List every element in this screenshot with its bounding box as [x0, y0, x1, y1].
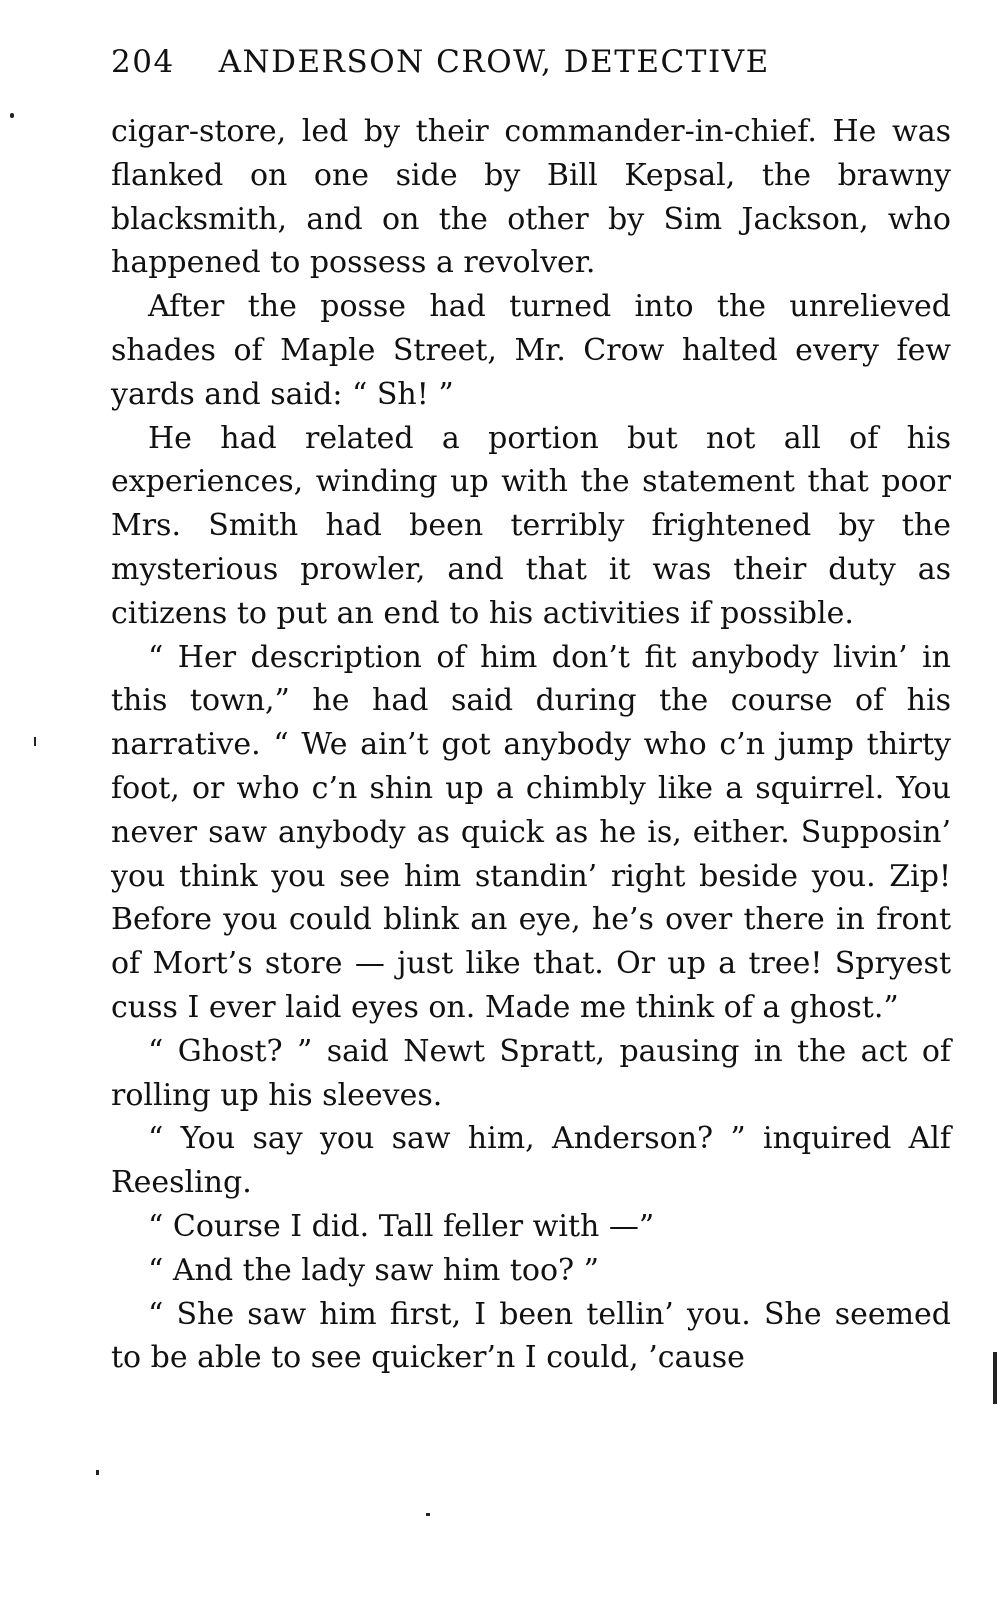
scan-edge-mark: [993, 1352, 997, 1404]
scan-speck: [10, 113, 14, 118]
paragraph: “ She saw him first, I been tellin’ you. She seemed to be able to see quicker’n I could, ’cause: [111, 1296, 951, 1376]
running-title: ANDERSON CROW, DETECTIVE: [218, 44, 770, 80]
scan-speck: [426, 1513, 430, 1516]
body-text: [111, 110, 951, 1380]
paragraph: cigar-store, led by their commander-in-chief. He was flanked on one side by Bill Kepsal, the brawny blacksmith, and on the other by Sim Jackson, who happened to possess a revolver.: [111, 114, 951, 281]
book-page: [111, 44, 951, 1380]
paragraph: “ And the lady saw him too? ”: [148, 1252, 599, 1288]
paragraph: “ You say you saw him, Anderson? ” inquired Alf Reesling.: [111, 1121, 951, 1201]
scan-speck: [96, 1470, 99, 1475]
paragraph: He had related a portion but not all of his experiences, winding up with the statement that poor Mrs. Smith had been terribly frightened by the mysterious prowler, and that it was their duty as citizens to put an end to his activities if possible.: [111, 420, 951, 631]
running-head: [111, 44, 951, 94]
paragraph: After the posse had turned into the unrelieved shades of Maple Street, Mr. Crow halted every few yards and said: “ Sh! ”: [111, 289, 951, 412]
page-number: 204: [111, 44, 175, 80]
paragraph: “ Her description of him don’t fit anybody livin’ in this town,” he had said during the course of his narrative. “ We ain’t got anybody who c’n jump thirty foot, or who c’n shin up a chimbly like a squirrel. You never saw anybody as quick as he is, either. Supposin’ you think you see him standin’ right beside you. Zip! Before you could blink an eye, he’s over there in front of Mort’s store — just like that. Or up a tree! Spryest cuss I ever laid eyes on. Made me think of a ghost.”: [111, 639, 951, 1025]
scan-speck: [34, 737, 36, 746]
paragraph: “ Course I did. Tall feller with —”: [148, 1208, 655, 1244]
paragraph: “ Ghost? ” said Newt Spratt, pausing in the act of rolling up his sleeves.: [111, 1033, 951, 1113]
